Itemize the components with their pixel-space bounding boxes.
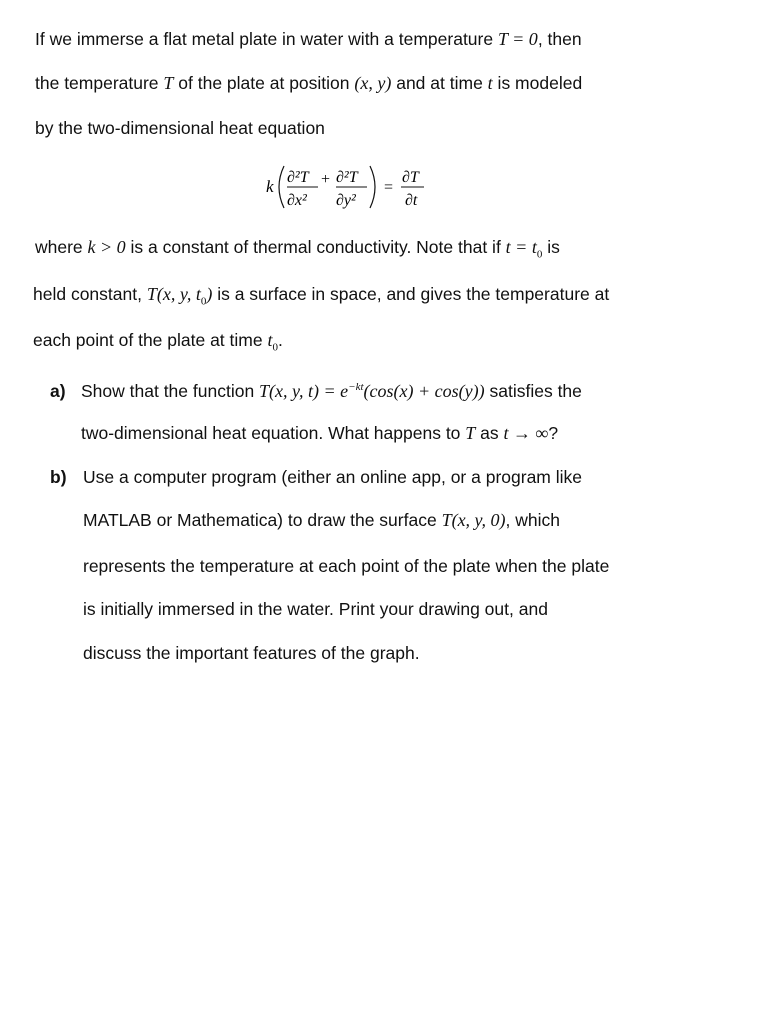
text: held constant, — [33, 284, 147, 304]
text: is a surface in space, and gives the temperature at — [212, 284, 610, 304]
part-a-line-1 — [50, 376, 582, 402]
math-t: t — [487, 73, 493, 93]
math-subscript-0: 0 — [536, 248, 543, 261]
intro-line-1 — [35, 28, 582, 50]
math-function-T — [259, 381, 485, 401]
math-T-x-y-0: T(x, y, 0) — [441, 510, 506, 530]
text: as — [475, 423, 504, 443]
part-b-line-5 — [83, 642, 420, 664]
eq-plus: + — [321, 171, 331, 188]
text: satisfies the — [484, 381, 582, 401]
text: Show that the function — [81, 381, 260, 401]
math-T-equals-0: T = 0 — [497, 29, 538, 49]
math-exponent: −kt — [348, 381, 364, 393]
text: is a constant of thermal conductivity. Note that if — [125, 237, 506, 257]
eq-k: k — [266, 177, 274, 196]
eq-equals: = — [384, 179, 394, 196]
math-cos-sum: (cos(x) + cos(y)) — [363, 381, 485, 401]
text: represents the temperature at each point of the plate when the plate — [83, 556, 610, 576]
text: where — [35, 237, 88, 257]
part-b-line-2 — [83, 509, 560, 531]
text: discuss the important features of the graph. — [83, 643, 420, 663]
math-subscript-0: 0 — [200, 295, 207, 308]
part-b-line-3 — [83, 555, 609, 577]
text: and at time — [391, 73, 488, 93]
after-line-2 — [33, 283, 609, 313]
part-b-label: b) — [50, 467, 67, 487]
intro-line-2 — [35, 72, 582, 94]
text: by the two-dimensional heat equation — [35, 118, 325, 138]
text: is — [542, 237, 560, 257]
eq-d2-den: ∂y² — [336, 192, 356, 209]
part-b-line-4 — [83, 598, 548, 620]
eq-d1-num: ∂²T — [287, 169, 309, 186]
math-t: t — [267, 330, 273, 350]
math-t0 — [267, 330, 278, 354]
math-close-paren: ) — [206, 284, 213, 304]
math-t-equals: t = t — [505, 237, 537, 257]
part-a-label: a) — [50, 381, 66, 401]
math-T-args: T(x, y, t — [146, 284, 201, 304]
math-T-x-y-t0 — [146, 284, 213, 308]
after-line-1 — [35, 236, 560, 266]
math-k-positive: k > 0 — [87, 237, 126, 257]
math-T: T — [465, 423, 476, 443]
text: two-dimensional heat equation. What happens to — [81, 423, 466, 443]
text: the temperature — [35, 73, 164, 93]
math-subscript-0: 0 — [272, 341, 278, 354]
eq-rhs-den: ∂t — [405, 192, 418, 209]
text: each point of the plate at time — [33, 330, 268, 350]
eq-right-paren — [370, 166, 375, 208]
text: , then — [537, 29, 582, 49]
text: ? — [548, 423, 559, 443]
eq-d2-num: ∂²T — [336, 169, 358, 186]
eq-rhs-num: ∂T — [402, 169, 419, 186]
part-b-line-1 — [50, 466, 582, 488]
text: is initially immersed in the water. Print your drawing out, and — [83, 599, 548, 619]
text: is modeled — [492, 73, 583, 93]
math-T: T — [163, 73, 174, 93]
math-T-equals-e: T(x, y, t) = e — [259, 381, 349, 401]
text: , which — [505, 510, 561, 530]
heat-equation — [262, 158, 432, 216]
math-t-equals-t0 — [505, 237, 543, 261]
text: Use a computer program (either an online app, or a program like — [83, 467, 582, 487]
math-t-to-infinity: t → ∞ — [503, 423, 549, 443]
intro-line-3 — [35, 117, 325, 139]
text: of the plate at position — [173, 73, 355, 93]
math-position: (x, y) — [354, 73, 392, 93]
eq-left-paren — [279, 166, 284, 208]
text: If we immerse a flat metal plate in water with a temperature — [35, 29, 498, 49]
text: . — [277, 330, 283, 350]
text: MATLAB or Mathematica) to draw the surface — [83, 510, 442, 530]
eq-d1-den: ∂x² — [287, 192, 307, 209]
part-a-line-2 — [81, 422, 558, 444]
after-line-3 — [33, 329, 283, 359]
